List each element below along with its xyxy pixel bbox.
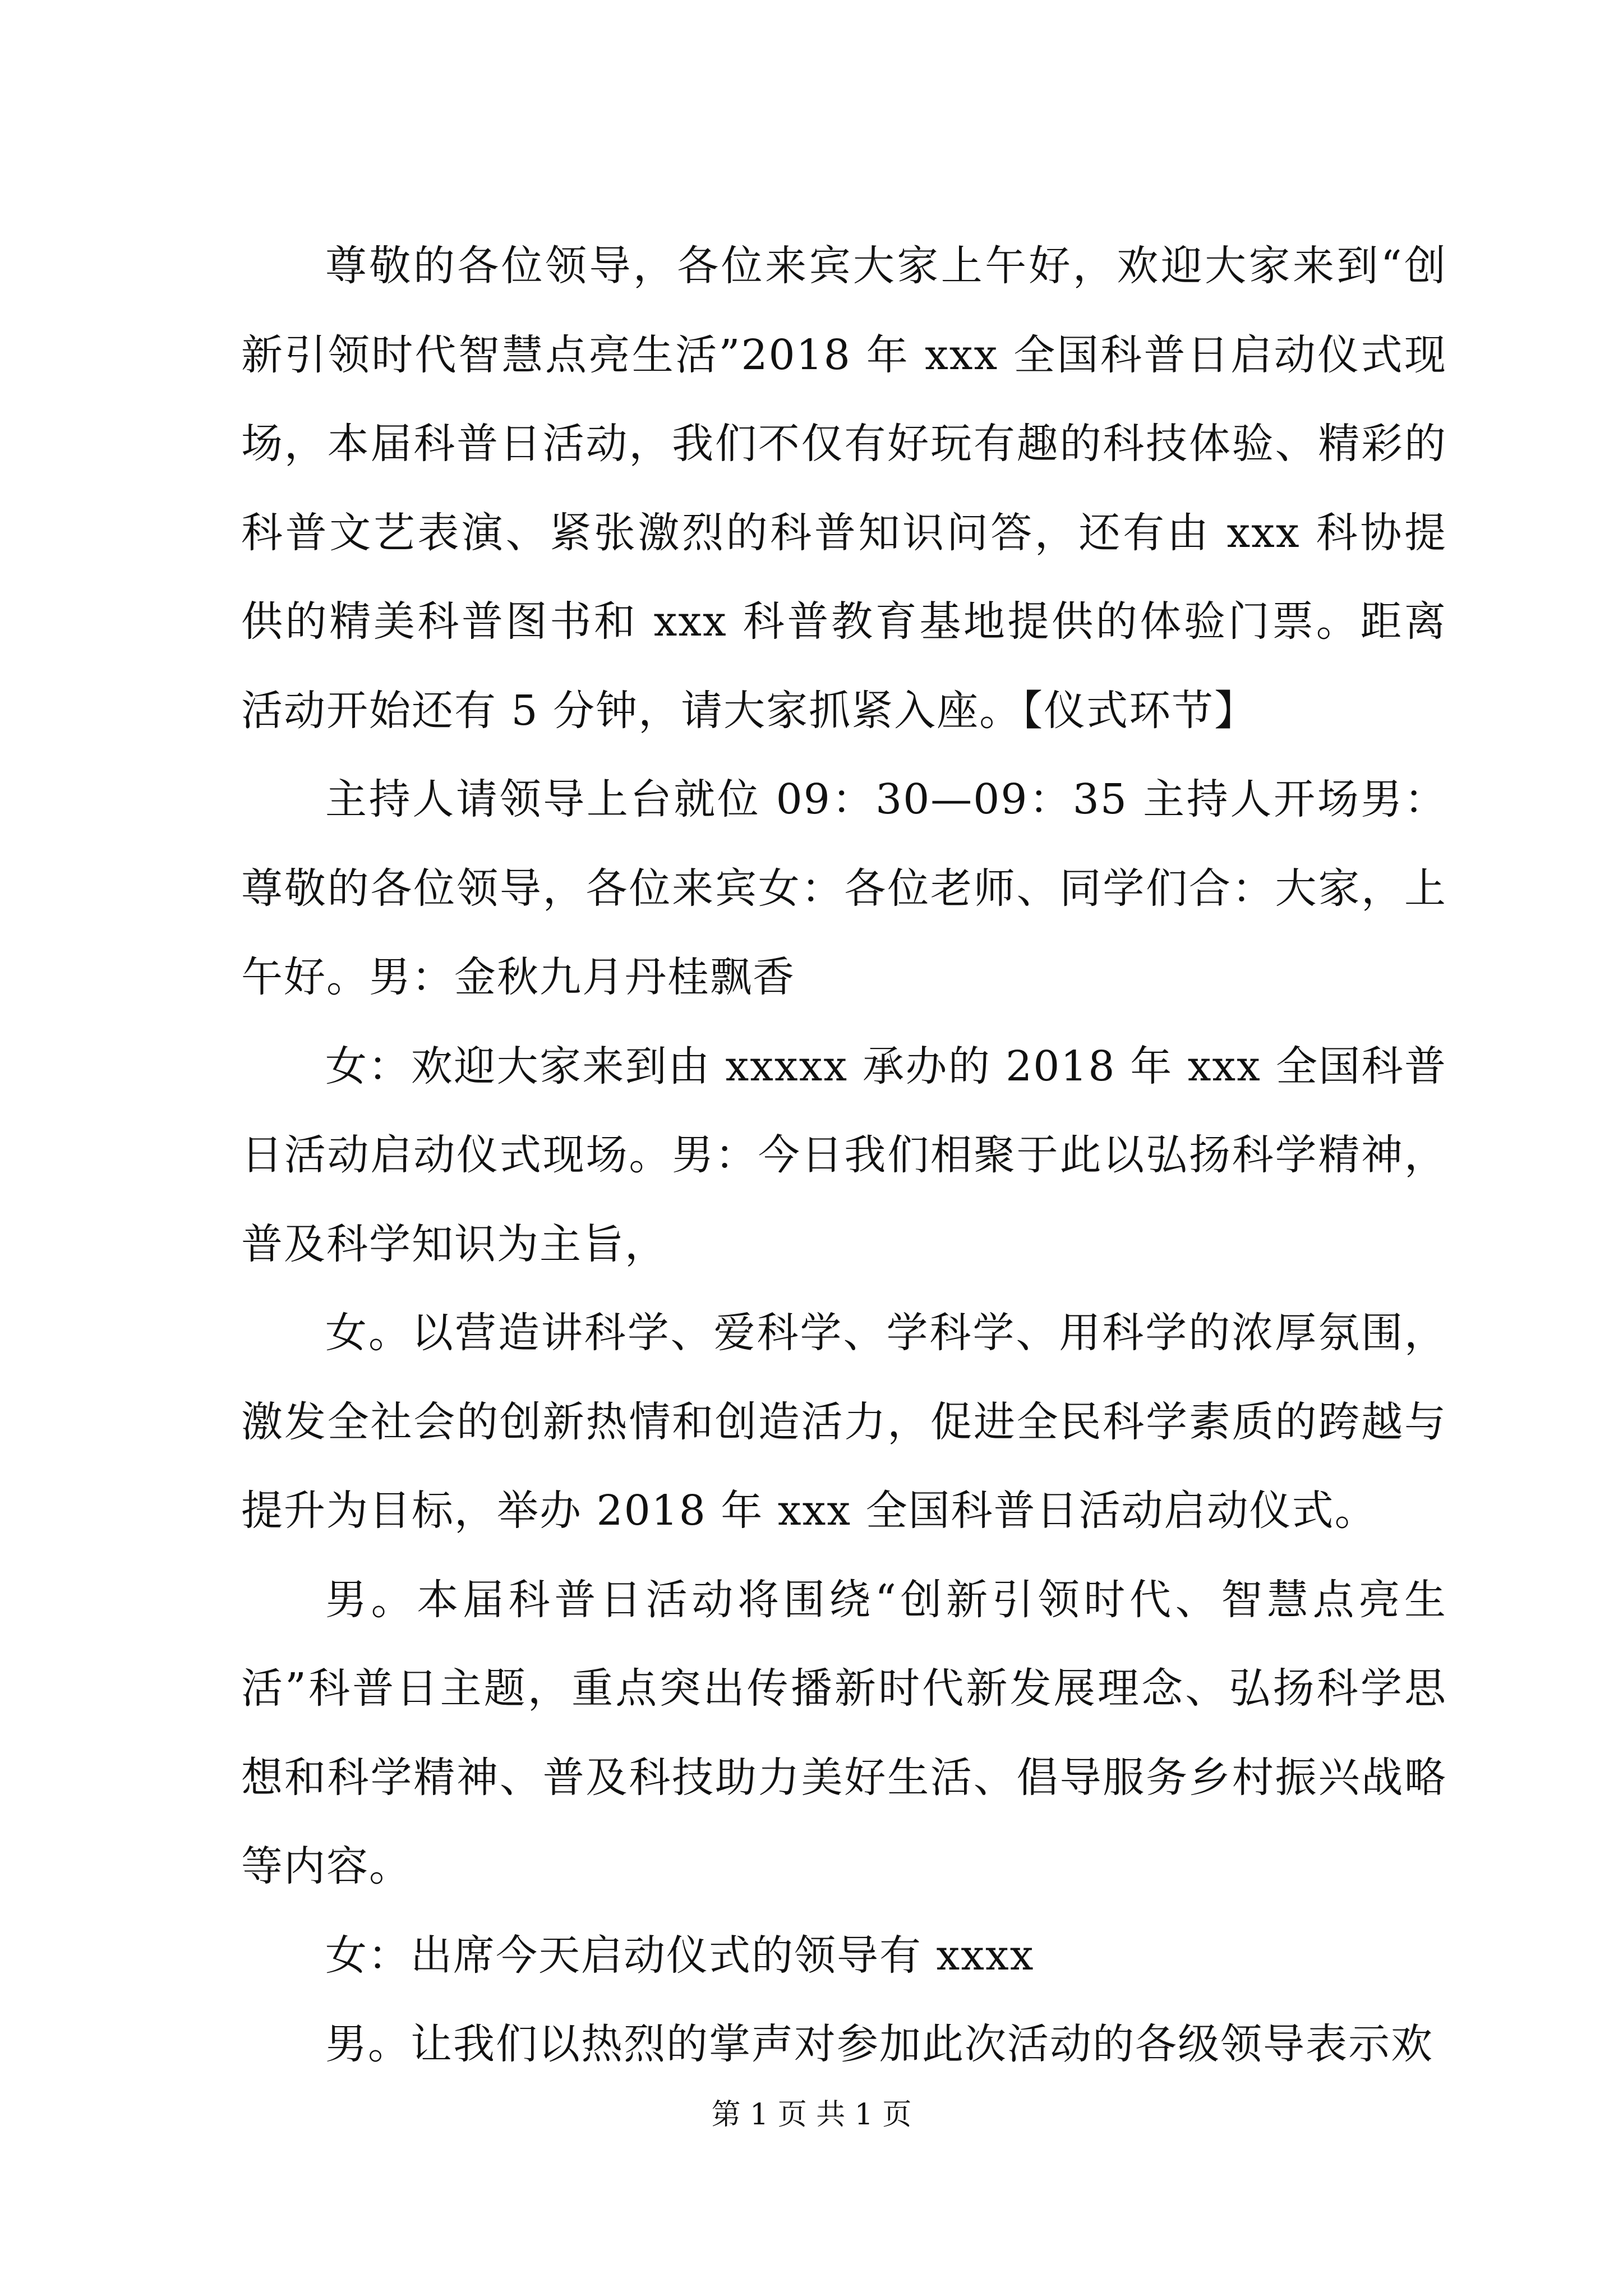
paragraph-female-welcome: 女：欢迎大家来到由 xxxxx 承办的 2018 年 xxx 全国科普日活动启动仪式现场。男：今日我们相聚于此以弘扬科学精神，普及科学知识为主旨， [241,1042,1447,1268]
paragraph-purpose: 女。以营造讲科学、爱科学、学科学、用科学的浓厚氛围，激发全社会的创新热情和创造活力，促进全民科学素质的跨越与提升为目标，举办 2018 年 xxx 全国科普日活动启动仪式。 [241,1309,1447,1535]
paragraph-theme: 男。本届科普日活动将围绕“创新引领时代、智慧点亮生活”科普日主题，重点突出传播新时代新发展理念、弘扬科学思想和科学精神、普及科技助力美好生活、倡导服务乡村振兴战略等内容。 [241,1575,1447,1890]
paragraph-attendees: 女：出席今天启动仪式的领导有 xxxx [325,1931,1035,1980]
paragraph-applause: 男。让我们以热烈的掌声对参加此次活动的各级领导表示欢 [325,2020,1433,2068]
page-footer: 第 1 页 共 1 页 [711,2098,912,2132]
paragraph-welcome: 尊敬的各位领导，各位来宾大家上午好，欢迎大家来到“创新引领时代智慧点亮生活”2018 年 xxx 全国科普日启动仪式现场，本届科普日活动，我们不仅有好玩有趣的科技体验、精彩的科普文艺表演、紧张激烈的科普知识问答，还有由 xxx 科协提供的精美科普图书和 xxx 科普教育基地提供的体验门票。距离活动开始还有 5 分钟，请大家抓紧入座。【仪式环节】 [241,242,1447,735]
document-body [241,222,1447,2089]
paragraph-opening: 主持人请领导上台就位 09：30—09：35 主持人开场男：尊敬的各位领导，各位来宾女：各位老师、同学们合：大家，上午好。男：金秋九月丹桂飘香 [241,775,1447,1001]
